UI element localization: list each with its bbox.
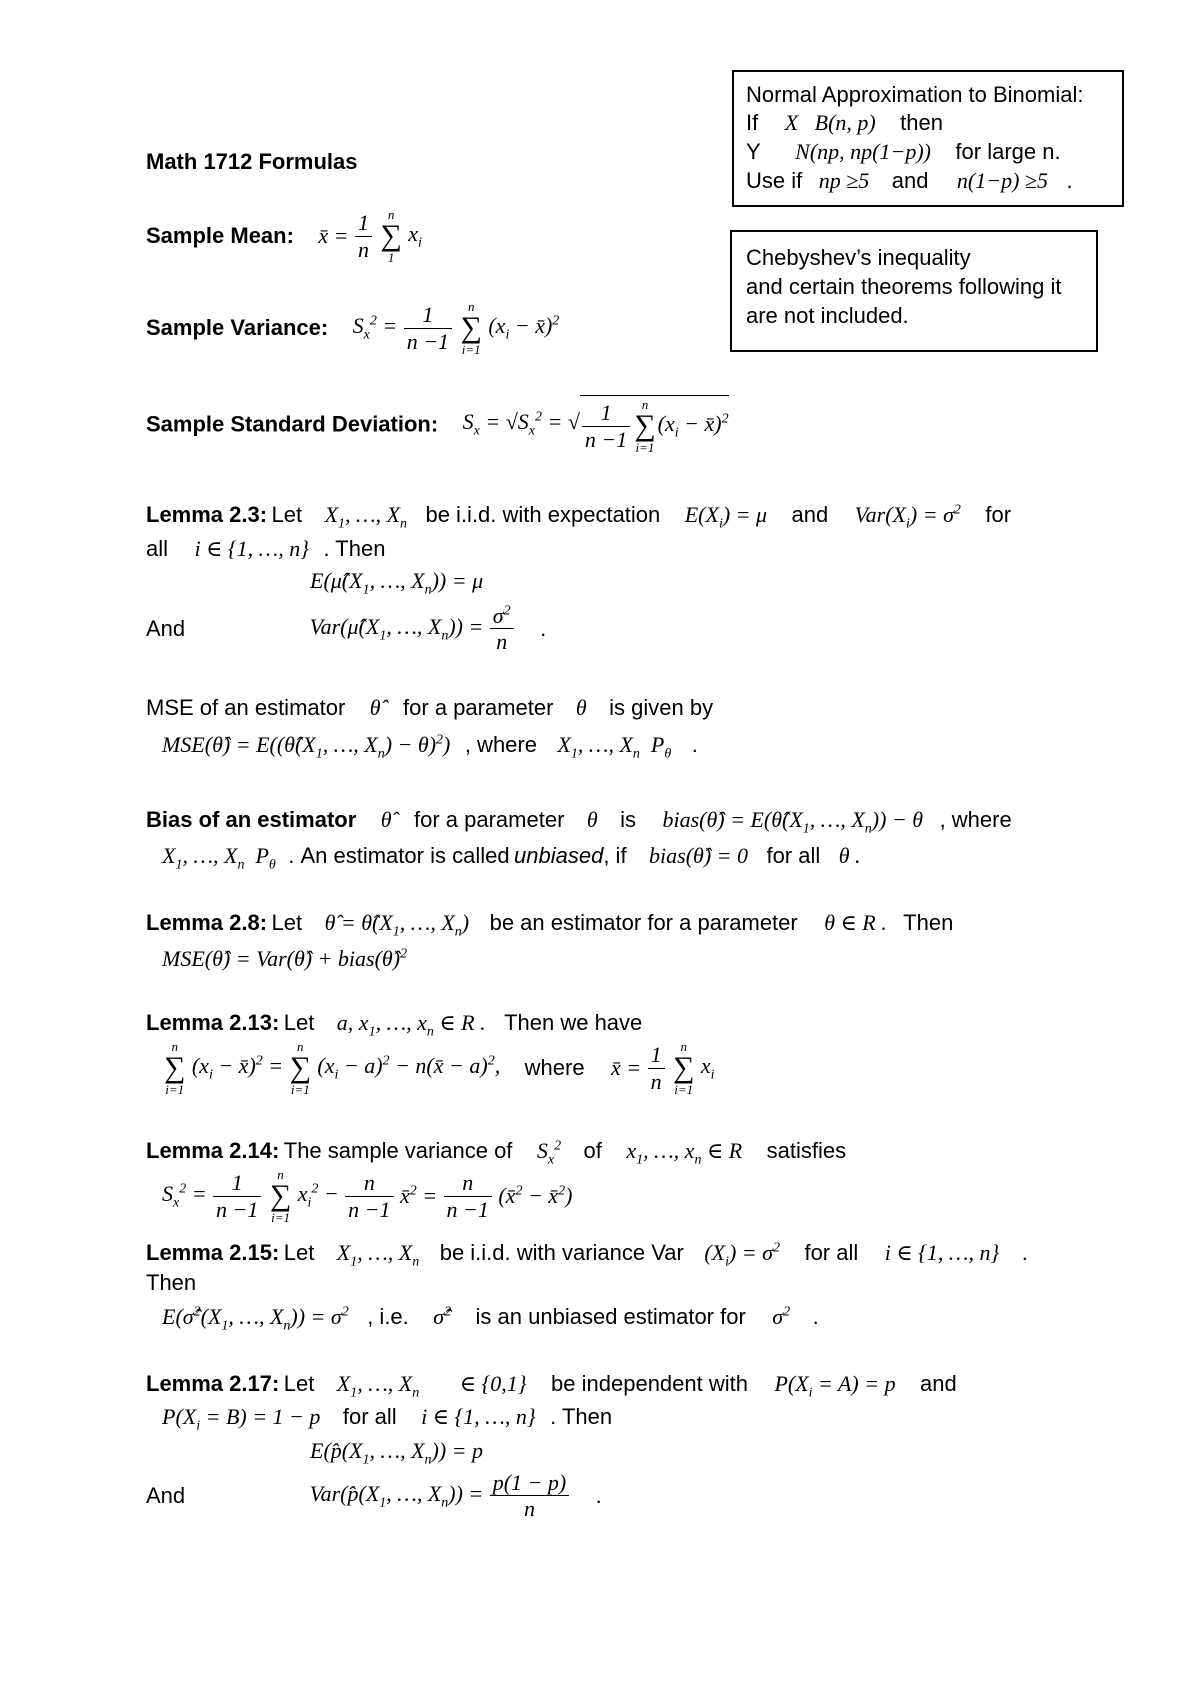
- lemma-2-17-expectation: $E(p̂(X_1$, …, $X_n)) = p$: [310, 1438, 484, 1468]
- lemma-2-13-line1: Lemma 2.13: Let a, $x_1$, …, $x_n$ ∈ R . Then we have: [146, 1010, 643, 1040]
- chebyshev-line1: Chebyshev’s inequality: [746, 245, 971, 270]
- sample-sd-formula: Sample Standard Deviation: $S_x = √S_x^2$ = √ $\frac{1}{n -1}$ n ∑ i=1 ($x_i$ − x̄)$^2$: [146, 397, 729, 455]
- lemma-2-15-then: Then: [146, 1270, 197, 1295]
- chebyshev-line2: and certain theorems following it: [746, 274, 1062, 299]
- mse-definition-line1: MSE of an estimator θ̂ for a parameter θ is given by: [146, 695, 714, 720]
- lemma-2-8-formula: MSE(θ̂) = Var(θ̂) + bias(θ̂)$^2$: [162, 946, 408, 971]
- lemma-2-17-variance: And $Var(p̂(X_1$, …, $X_n$)) = $\frac{p(1 - p)}{n}$ .: [146, 1470, 602, 1522]
- page-title: Math 1712 Formulas: [146, 149, 358, 174]
- lemma-2-3-line2: all i ∈ {1, …, n} . Then: [146, 536, 386, 561]
- sample-variance-formula: Sample Variance: $S_x^2$ = $\frac{1}{n -1}$ n ∑ i=1 ($x_i$ − x̄)$^2$: [146, 299, 560, 357]
- binomial-box-line4: Use if np ≥5 and n(1−p) ≥5 .: [746, 168, 1073, 193]
- lemma-2-8-line1: Lemma 2.8: Let θ̂ = $\thetâ(X_1$, …, $X_n$) be an estimator for a parameter θ ∈ R . Then: [146, 910, 954, 940]
- bias-definition-line1: Bias of an estimator θ̂ for a parameter θ is bias(θ̂) = $E(\thetâ(X_1$, …, $X_n)) - \theta$ , where: [146, 807, 1012, 837]
- lemma-2-17-line1: Lemma 2.17: Let $X_1$, …, $X_n$ ∈ {0,1} be independent with $P(X_i = A) = p$ and: [146, 1371, 957, 1401]
- mse-definition-line2: MSE(θ̂) = $E((\thetâ(X_1$, …, $X_n) - \theta)^2$) , where $X_1$, …, $X_n$ $P_\theta$ .: [162, 732, 698, 762]
- lemma-2-13-formula: n ∑ i=1 ($x_i$ − x̄)$^2$ = n ∑ i=1 $(x_i - a)^2$ − n(x̄ − a)$^2$, where x̄ = $\frac{1}{n}$ n ∑ i=1 $x_i$: [164, 1039, 715, 1097]
- lemma-2-3-expectation: $E(\mû(X_1$, …, $X_n)) = \mu$: [310, 568, 484, 598]
- binomial-approximation-box: [732, 70, 1124, 207]
- lemma-2-3-variance: And $Var(\mû(X_1$, …, $X_n$)) = $\frac{\sigma^2}{n}$ .: [146, 603, 547, 655]
- lemma-2-14-formula: $S_x^2$ = $\frac{1}{n -1}$ n ∑ i=1 $x_i^2$ − $\frac{n}{n -1}$ x̄$^2$ = $\frac{n}{n -1}$ (x̄$^2$ − x̄$^2$): [162, 1167, 573, 1225]
- binomial-box-line2: If X B(n, p) then: [746, 110, 943, 135]
- bias-definition-line2: $X_1$, …, $X_n$ $P_\theta$ . An estimator is called unbiased, if bias(θ̂) = 0 for all θ .: [162, 843, 861, 873]
- lemma-2-14-line1: Lemma 2.14: The sample variance of $S_x^2$ of $x_1$, …, $x_n$ ∈ R satisfies: [146, 1138, 847, 1168]
- lemma-2-15-line1: Lemma 2.15: Let $X_1$, …, $X_n$ be i.i.d. with variance Var $(X_i) = \sigma^2$ for all i ∈ {1, …, n} .: [146, 1240, 1028, 1270]
- lemma-2-3-line1: Lemma 2.3: Let $X_1$, …, $X_n$ be i.i.d. with expectation $E(X_i) = \mu$ and $Var(X_i) = \sigma^2$ for: [146, 502, 1012, 532]
- binomial-box-line3: Y N(np, np(1−p)) for large n.: [746, 139, 1061, 164]
- lemma-2-17-line2: $P(X_i = B) = 1 - p$ for all i ∈ {1, …, n} . Then: [162, 1404, 613, 1434]
- lemma-2-15-formula: $E(\sigmâ^2(X_1$, …, $X_n)) = \sigma^2$ , i.e. σ̂$^2$ is an unbiased estimator for $\sigma^2$ .: [162, 1304, 819, 1334]
- binomial-box-title: Normal Approximation to Binomial:: [746, 82, 1084, 107]
- chebyshev-line3: are not included.: [746, 303, 909, 328]
- sample-mean-formula: Sample Mean: x̄ = $\frac{1}{n}$ n ∑ 1 $x_i$: [146, 207, 422, 265]
- chebyshev-box: [730, 230, 1098, 352]
